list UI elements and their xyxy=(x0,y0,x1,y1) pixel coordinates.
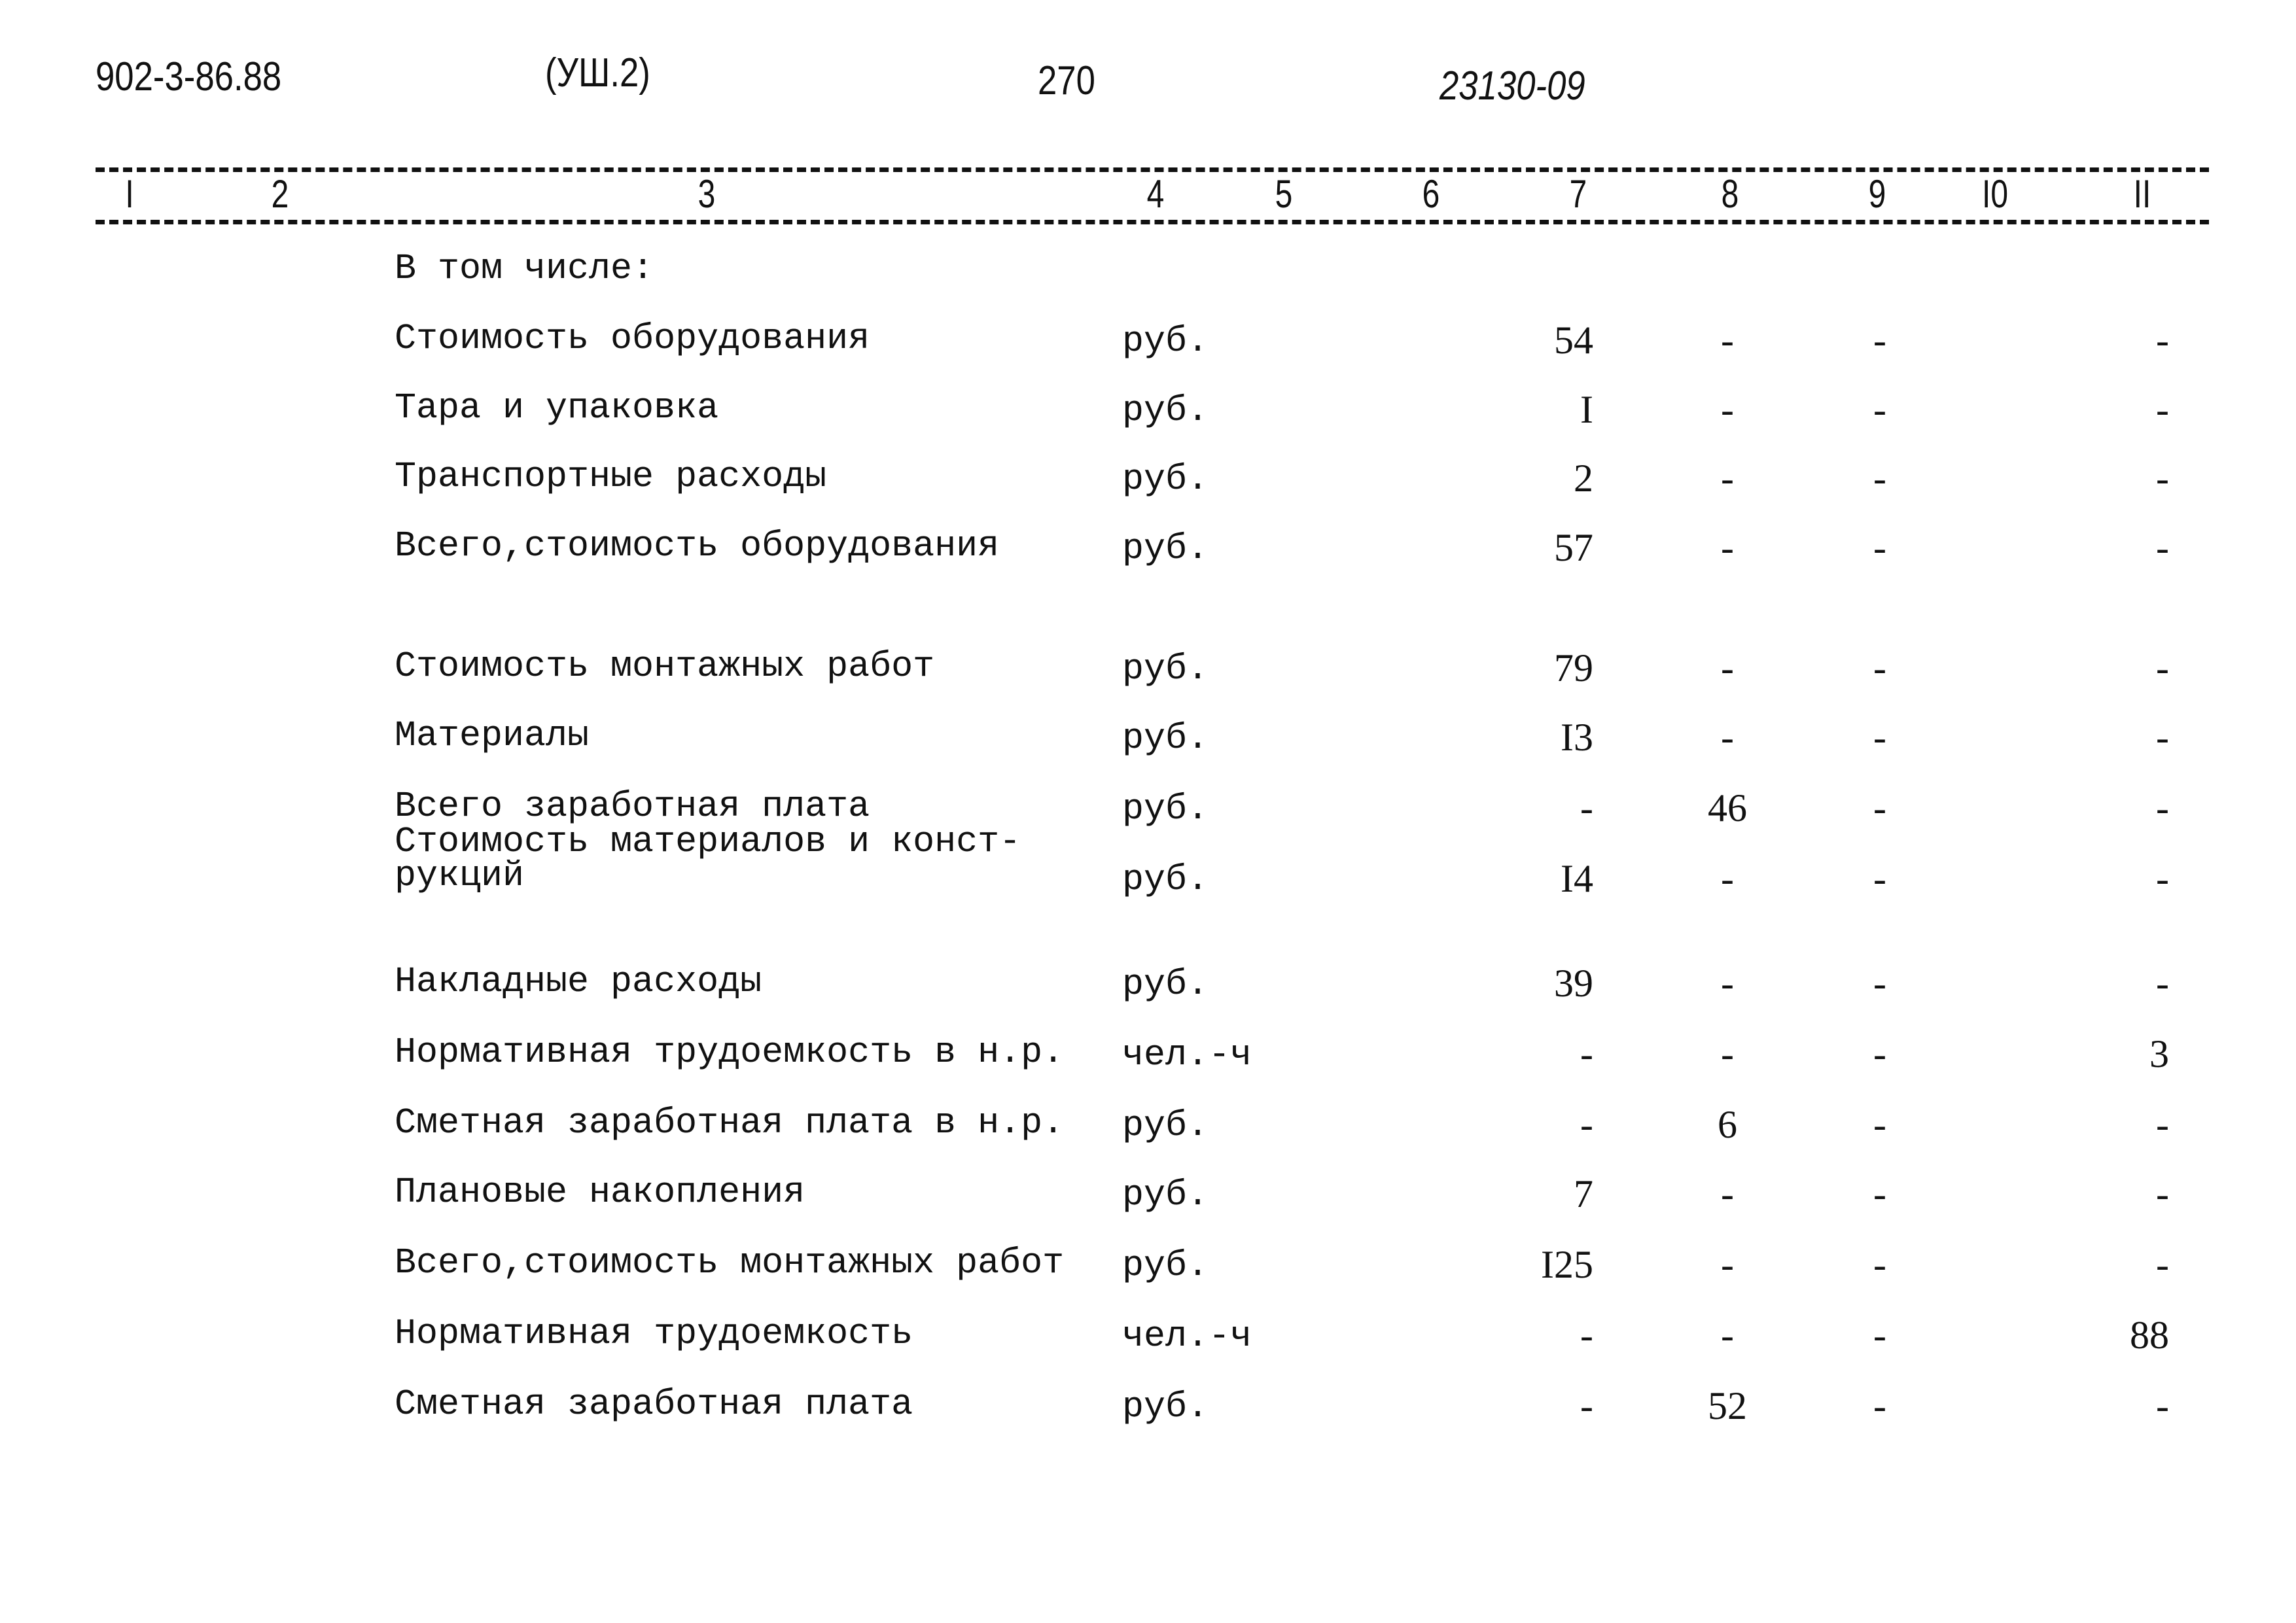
cell-col-8: - xyxy=(1721,1314,1734,1357)
column-number: 3 xyxy=(698,172,716,216)
row-label: Транспортные расходы xyxy=(395,456,827,497)
cell-col-7: I25 xyxy=(1541,1243,1593,1286)
row-unit: руб. xyxy=(1122,459,1209,500)
cell-col-9: - xyxy=(1873,962,1886,1005)
column-number: 2 xyxy=(271,172,289,216)
cell-col-7: - xyxy=(1580,786,1593,829)
cell-col-11: - xyxy=(2156,962,2169,1005)
cell-col-11: - xyxy=(2156,857,2169,900)
row-label: Нормативная трудоемкость xyxy=(395,1313,913,1354)
cell-col-9: - xyxy=(1873,1172,1886,1215)
cell-col-8: - xyxy=(1721,457,1734,500)
cell-col-9: - xyxy=(1873,526,1886,569)
cell-col-7: I xyxy=(1580,388,1593,431)
row-unit: руб. xyxy=(1122,1105,1209,1146)
row-label: Нормативная трудоемкость в н.р. xyxy=(395,1032,1065,1073)
cell-col-7: 54 xyxy=(1554,319,1593,362)
cell-col-11: - xyxy=(2156,1243,2169,1286)
row-unit: чел.-ч xyxy=(1122,1034,1252,1075)
column-number: 7 xyxy=(1569,172,1587,216)
cell-col-9: - xyxy=(1873,388,1886,431)
column-number: 4 xyxy=(1146,172,1165,216)
cell-col-7: I3 xyxy=(1561,716,1593,759)
header-bottom-rule xyxy=(96,220,2209,224)
column-number: 5 xyxy=(1275,172,1293,216)
cell-col-9: - xyxy=(1873,646,1886,689)
cell-col-11: - xyxy=(2156,1172,2169,1215)
row-unit: руб. xyxy=(1122,1174,1209,1215)
cell-col-9: - xyxy=(1873,1103,1886,1146)
row-unit: руб. xyxy=(1122,1245,1209,1286)
row-unit: руб. xyxy=(1122,718,1209,759)
cell-col-11: - xyxy=(2156,526,2169,569)
cell-col-7: I4 xyxy=(1561,857,1593,900)
column-number: I0 xyxy=(1981,172,2009,216)
cell-col-8: 52 xyxy=(1708,1384,1747,1427)
row-label: Стоимость материалов и конст- рукций xyxy=(395,821,1021,896)
cell-col-8: - xyxy=(1721,716,1734,759)
cell-col-11: 3 xyxy=(2149,1032,2169,1075)
cell-col-11: 88 xyxy=(2130,1314,2169,1357)
page-number: 270 xyxy=(1038,58,1095,103)
cell-col-11: - xyxy=(2156,646,2169,689)
cell-col-11: - xyxy=(2156,1103,2169,1146)
cell-col-9: - xyxy=(1873,319,1886,362)
cell-col-8: - xyxy=(1721,1032,1734,1075)
cell-col-11: - xyxy=(2156,1384,2169,1427)
row-label: Стоимость оборудования xyxy=(395,318,870,359)
row-label: Стоимость монтажных работ xyxy=(395,646,935,687)
row-unit: руб. xyxy=(1122,528,1209,569)
cell-col-7: 79 xyxy=(1554,646,1593,689)
cell-col-8: - xyxy=(1721,646,1734,689)
cell-col-9: - xyxy=(1873,1243,1886,1286)
cell-col-9: - xyxy=(1873,457,1886,500)
row-label: Тара и упаковка xyxy=(395,387,719,428)
cell-col-11: - xyxy=(2156,319,2169,362)
column-number: 6 xyxy=(1422,172,1440,216)
cell-col-11: - xyxy=(2156,786,2169,829)
column-number: 9 xyxy=(1868,172,1886,216)
cell-col-8: - xyxy=(1721,319,1734,362)
row-unit: чел.-ч xyxy=(1122,1316,1252,1357)
cell-col-7: - xyxy=(1580,1103,1593,1146)
row-label: Плановые накопления xyxy=(395,1172,805,1213)
cell-col-8: 6 xyxy=(1718,1103,1737,1146)
document-code: 902-3-86.88 xyxy=(96,54,282,99)
cell-col-9: - xyxy=(1873,786,1886,829)
cell-col-9: - xyxy=(1873,716,1886,759)
row-unit: руб. xyxy=(1122,964,1209,1005)
row-unit: руб. xyxy=(1122,390,1209,431)
column-number: I xyxy=(125,172,134,216)
row-unit: руб. xyxy=(1122,321,1209,362)
row-label: Всего заработная плата xyxy=(395,786,870,827)
subheading: В том числе: xyxy=(395,248,654,289)
section-code: (УШ.2) xyxy=(545,50,650,96)
row-unit: руб. xyxy=(1122,859,1209,900)
cell-col-7: - xyxy=(1580,1032,1593,1075)
row-label: Накладные расходы xyxy=(395,961,762,1002)
cell-col-8: - xyxy=(1721,1172,1734,1215)
row-label: Сметная заработная плата xyxy=(395,1384,913,1425)
inventory-number: 23130-09 xyxy=(1439,63,1585,109)
row-unit: руб. xyxy=(1122,1386,1209,1427)
cell-col-8: - xyxy=(1721,857,1734,900)
cell-col-7: - xyxy=(1580,1384,1593,1427)
cell-col-9: - xyxy=(1873,1032,1886,1075)
cell-col-8: - xyxy=(1721,388,1734,431)
cell-col-8: - xyxy=(1721,526,1734,569)
cell-col-7: 57 xyxy=(1554,526,1593,569)
cell-col-7: 7 xyxy=(1574,1172,1593,1215)
row-label: Всего,стоимость монтажных работ xyxy=(395,1242,1065,1283)
cell-col-7: 2 xyxy=(1574,457,1593,500)
row-unit: руб. xyxy=(1122,648,1209,689)
row-unit: руб. xyxy=(1122,788,1209,829)
cell-col-9: - xyxy=(1873,1384,1886,1427)
cell-col-9: - xyxy=(1873,1314,1886,1357)
cell-col-8: - xyxy=(1721,962,1734,1005)
cell-col-11: - xyxy=(2156,716,2169,759)
cell-col-7: 39 xyxy=(1554,962,1593,1005)
cell-col-8: - xyxy=(1721,1243,1734,1286)
row-label: Всего,стоимость оборудования xyxy=(395,525,1000,567)
cell-col-8: 46 xyxy=(1708,786,1747,829)
column-number: 8 xyxy=(1721,172,1739,216)
cell-col-11: - xyxy=(2156,388,2169,431)
cell-col-7: - xyxy=(1580,1314,1593,1357)
row-label: Сметная заработная плата в н.р. xyxy=(395,1102,1065,1143)
cell-col-9: - xyxy=(1873,857,1886,900)
column-number: II xyxy=(2133,172,2151,216)
cell-col-11: - xyxy=(2156,457,2169,500)
row-label: Материалы xyxy=(395,715,590,756)
